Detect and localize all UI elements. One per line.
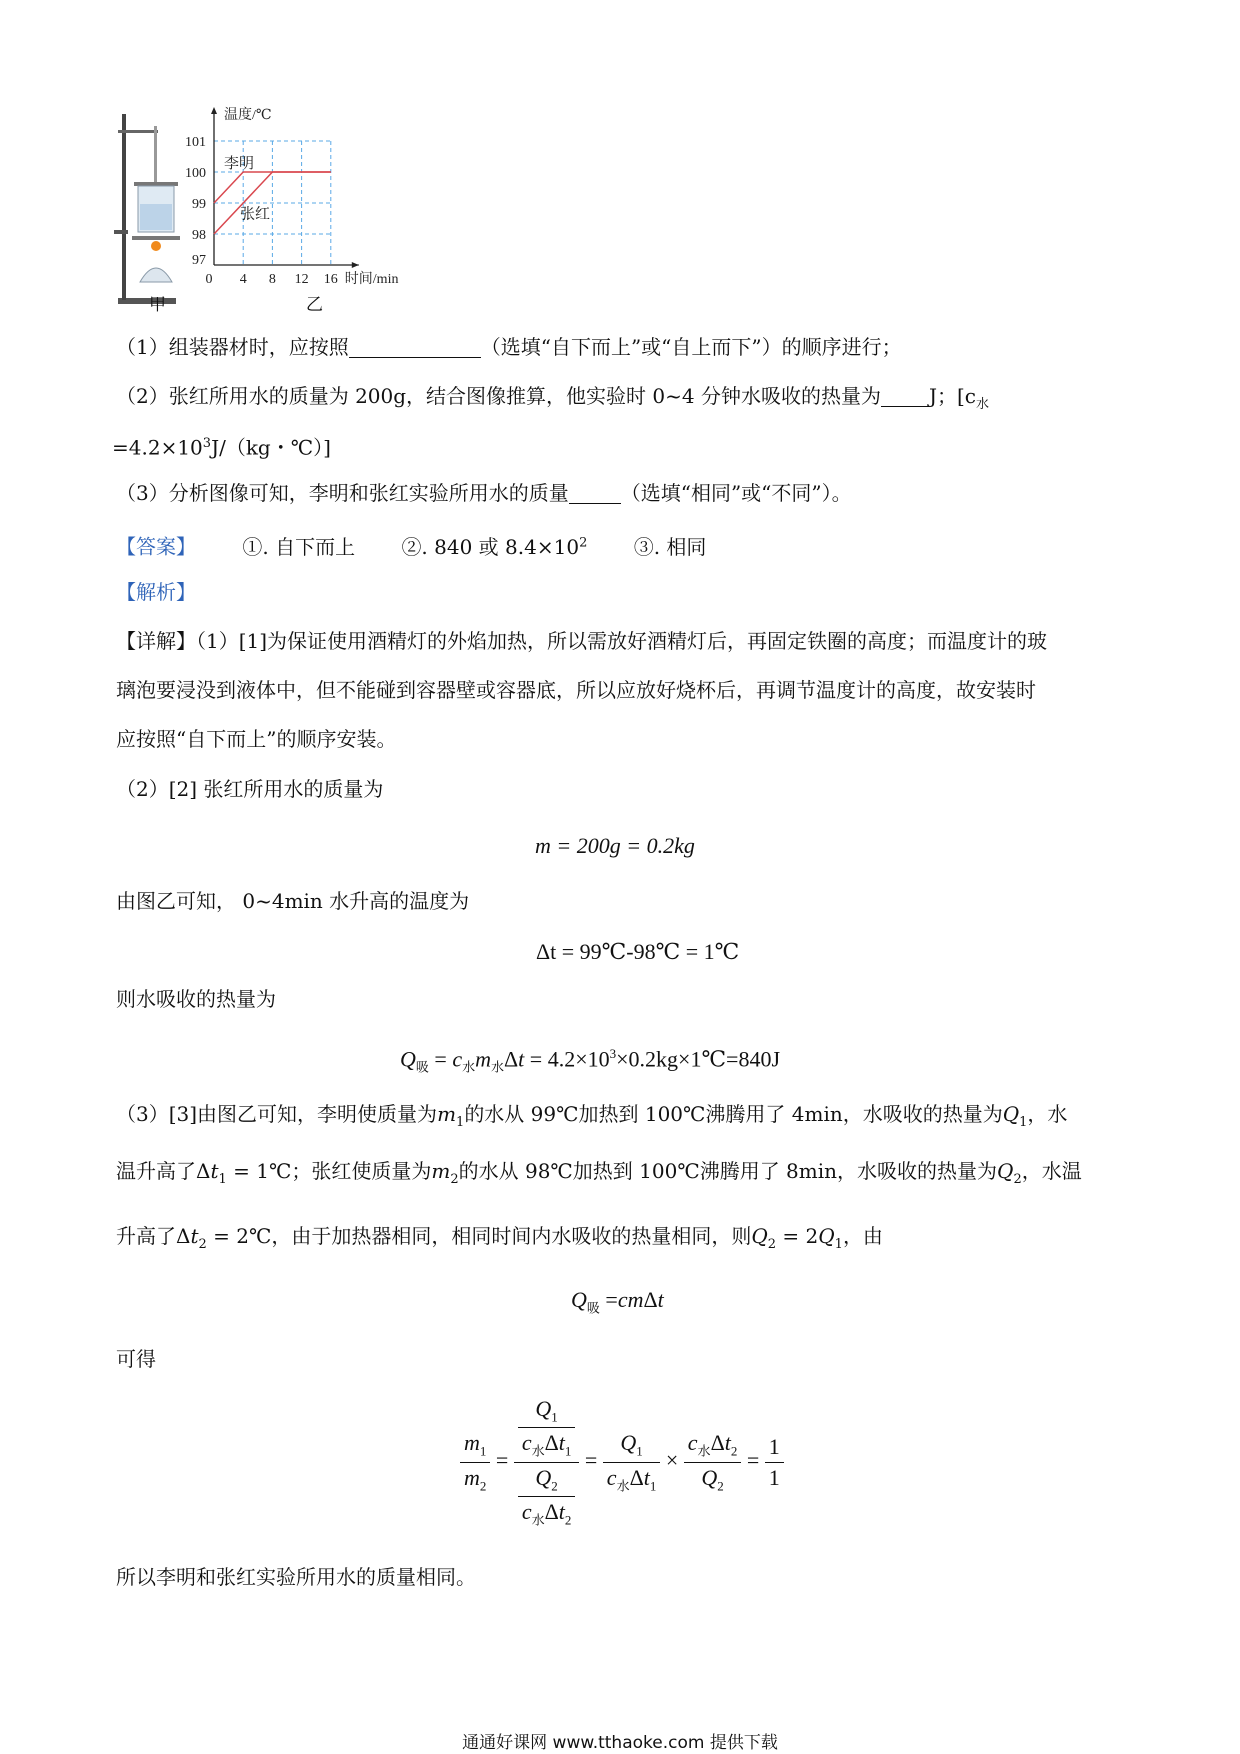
detail-conclusion: 所以李明和张红实验所用水的质量相同。: [116, 1565, 476, 1589]
question-2-line-2: [112, 429, 331, 463]
equation-heat: $Q_吸 = c_水m_水\Delta t$ = $4.2\times 10^3\times 0.2kg\times 1℃=840J$: [400, 1046, 781, 1075]
equation-mass: m = 200g = 0.2kg: [535, 833, 695, 858]
q2-formula-sup: 3: [202, 436, 212, 451]
y-tick-label: 99: [192, 197, 206, 212]
question-2: [116, 381, 989, 420]
apparatus-figure: [110, 112, 180, 312]
x-tick-label: 8: [268, 272, 276, 287]
page-footer: 通通好课网 www.tthaoke.com 提供下载: [462, 1733, 778, 1753]
y-tick-label: 97: [192, 253, 206, 268]
q3-answer-blank: [569, 481, 621, 504]
detail-part-3-line-1: （3）[3]由图乙可知，李明使质量为$m_1$的水从 99℃加热到 100℃沸腾用了 4min，水吸收的热量为$Q_1$，水: [116, 1102, 1068, 1130]
q2-formula-unit: J/（kg・℃）]: [211, 435, 331, 460]
detail-temp-rise-text: 由图乙可知， 0~4min 水升高的温度为: [116, 889, 470, 913]
q2-text-before: （2）张红所用水的质量为 200g，结合图像推算，他实验时 0~4 分钟水吸收的热量为: [116, 384, 881, 408]
question-3: [116, 478, 852, 508]
figure-label-jia: 甲: [149, 295, 166, 315]
series-label-zhanghong: 张红: [240, 206, 271, 223]
q2-formula: =4.2×10: [112, 435, 203, 460]
answer-label: 【答案】: [116, 534, 196, 559]
detail-line-1: 【详解】（1）[1]为保证使用酒精灯的外焰加热，所以需放好酒精灯后，再固定铁圈的高度；而温度计的玻: [116, 629, 1048, 653]
q2-sub: 水: [976, 397, 990, 412]
detail-part-3-line-2: 温升高了$\Delta t_1$ = 1℃；张红使质量为$m_2$的水从 98℃加热到 100℃沸腾用了 8min，水吸收的热量为$Q_2$，水温: [116, 1159, 1082, 1187]
equation-delta-t: Δt = 99℃-98℃ = 1℃: [536, 939, 740, 964]
q3-text-after: （选填“相同”或“不同”）。: [620, 481, 852, 505]
y-tick-label: 100: [185, 166, 206, 181]
q1-answer-blank: [349, 335, 481, 358]
answer-2: ②. 840 或 $8.4\times 10^2$: [401, 534, 588, 559]
detail-result-text: 可得: [116, 1347, 156, 1371]
x-tick-label: 0: [205, 272, 213, 287]
analysis-label: 【解析】: [116, 580, 196, 604]
detail-line-3: 应按照“自下而上”的顺序安装。: [116, 727, 397, 751]
q2-text-after: J；[c: [928, 384, 977, 408]
answer-1: ①. 自下而上: [242, 534, 356, 559]
x-axis-arrow: [352, 262, 359, 268]
q2-answer-blank: [881, 384, 929, 407]
y-tick-label: 101: [185, 135, 206, 150]
temperature-time-chart: [185, 105, 480, 287]
equation-mass-ratio: $\frac{m_1}{m_2}$ = $\frac{\frac{Q_1}{c_水\Delta t_1}}{\frac{Q_2}{c_水\Delta t_2}}$ = $\frac{Q_1}{c_水\Delta t_1}$ × $\frac{c_水\Delta t_2}{Q_2}$ = $\frac{1}{1}$: [460, 1396, 784, 1529]
y-axis-arrow: [211, 107, 217, 114]
detail-heat-text: 则水吸收的热量为: [116, 987, 276, 1011]
y-axis-label: 温度/℃: [224, 108, 272, 123]
q3-text-before: （3）分析图像可知，李明和张红实验所用水的质量: [116, 481, 569, 505]
equation-q-absorb: $Q_吸 =cm\Delta t$: [571, 1287, 664, 1316]
q1-text-after: （选填“自下而上”或“自上而下”）的顺序进行；: [480, 335, 902, 359]
x-tick-label: 4: [239, 272, 247, 287]
detail-part-2: （2）[2] 张红所用水的质量为: [116, 777, 384, 801]
detail-part-3-line-3: 升高了$\Delta t_2$ = 2℃，由于加热器相同，相同时间内水吸收的热量相同，则$Q_2 = 2Q_1$，由: [116, 1224, 883, 1252]
y-tick-label: 98: [192, 228, 206, 243]
answer-row: [116, 528, 706, 562]
x-tick-label: 12: [294, 272, 309, 287]
detail-line-2: 璃泡要浸没到液体中，但不能碰到容器壁或容器底，所以应放好烧杯后，再调节温度计的高度，故安装时: [116, 678, 1036, 702]
x-tick-label: 16: [323, 272, 338, 287]
figure-label-yi: 乙: [306, 295, 323, 315]
x-axis-label: 时间/min: [344, 272, 399, 287]
answer-3: ③. 相同: [633, 534, 707, 559]
q1-text-before: （1）组装器材时，应按照: [116, 335, 349, 359]
series-label-liming: 李明: [224, 156, 255, 172]
question-1: [116, 332, 902, 362]
